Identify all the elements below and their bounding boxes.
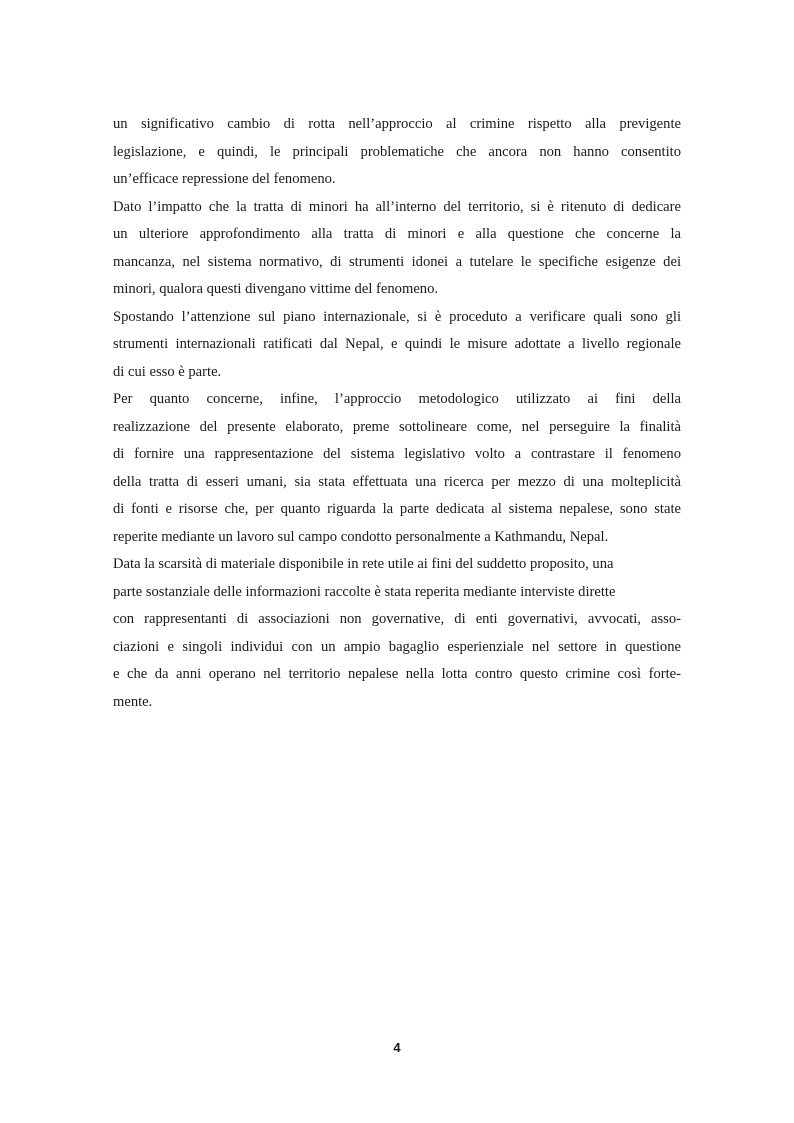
text-line: Spostando l’attenzione sul piano internazionale, si è proceduto a verificare quali sono gli bbox=[113, 308, 681, 325]
text-line: di fonti e risorse che, per quanto riguarda la parte dedicata al sistema nepalese, sono state bbox=[113, 501, 681, 517]
text-line: di cui esso è parte. bbox=[113, 363, 222, 380]
text-line: con rappresentanti di associazioni non governative, di enti governativi, avvocati, asso- bbox=[113, 611, 681, 627]
text-line: realizzazione del presente elaborato, preme sottolineare come, nel perseguire la finalità bbox=[113, 418, 681, 435]
document-body bbox=[113, 111, 681, 716]
text-line: un’efficace repressione del fenomeno. bbox=[113, 171, 336, 187]
text-line: Per quanto concerne, infine, l’approccio metodologico utilizzato ai fini della bbox=[113, 391, 681, 407]
text-line: della tratta di esseri umani, sia stata effettuata una ricerca per mezzo di una molteplicità bbox=[113, 473, 681, 490]
paragraph-1 bbox=[113, 111, 681, 194]
paragraph-3 bbox=[113, 304, 681, 387]
text-line: Data la scarsità di materiale disponibile in rete utile ai fini del suddetto proposito, una bbox=[113, 556, 614, 572]
text-line: un ulteriore approfondimento alla tratta di minori e alla questione che concerne la bbox=[113, 226, 681, 242]
text-line: ciazioni e singoli individui con un ampio bagaglio esperienziale nel settore in questione bbox=[113, 638, 681, 655]
text-line: legislazione, e quindi, le principali problematiche che ancora non hanno consentito bbox=[113, 143, 681, 160]
text-line: strumenti internazionali ratificati dal Nepal, e quindi le misure adottate a livello regionale bbox=[113, 336, 681, 352]
text-line: Dato l’impatto che la tratta di minori ha all’interno del territorio, si è ritenuto di dedicare bbox=[113, 198, 681, 215]
text-line: parte sostanziale delle informazioni raccolte è stata reperita mediante interviste dirette bbox=[113, 583, 616, 600]
text-line: minori, qualora questi divengano vittime del fenomeno. bbox=[113, 281, 439, 297]
paragraph-4 bbox=[113, 386, 681, 551]
text-line: reperite mediante un lavoro sul campo condotto personalmente a Kathmandu, Nepal. bbox=[113, 528, 609, 545]
text-line: un significativo cambio di rotta nell’approccio al crimine rispetto alla previgente bbox=[113, 116, 681, 132]
paragraph-2 bbox=[113, 194, 681, 304]
text-line: di fornire una rappresentazione del sistema legislativo volto a contrastare il fenomeno bbox=[113, 446, 681, 462]
text-line: mancanza, nel sistema normativo, di strumenti idonei a tutelare le specifiche esigenze dei bbox=[113, 253, 681, 270]
paragraph-5 bbox=[113, 551, 681, 716]
text-line: e che da anni operano nel territorio nepalese nella lotta contro questo crimine così forte- bbox=[113, 666, 681, 682]
page-number: 4 bbox=[393, 1040, 401, 1055]
text-line: mente. bbox=[113, 693, 153, 710]
